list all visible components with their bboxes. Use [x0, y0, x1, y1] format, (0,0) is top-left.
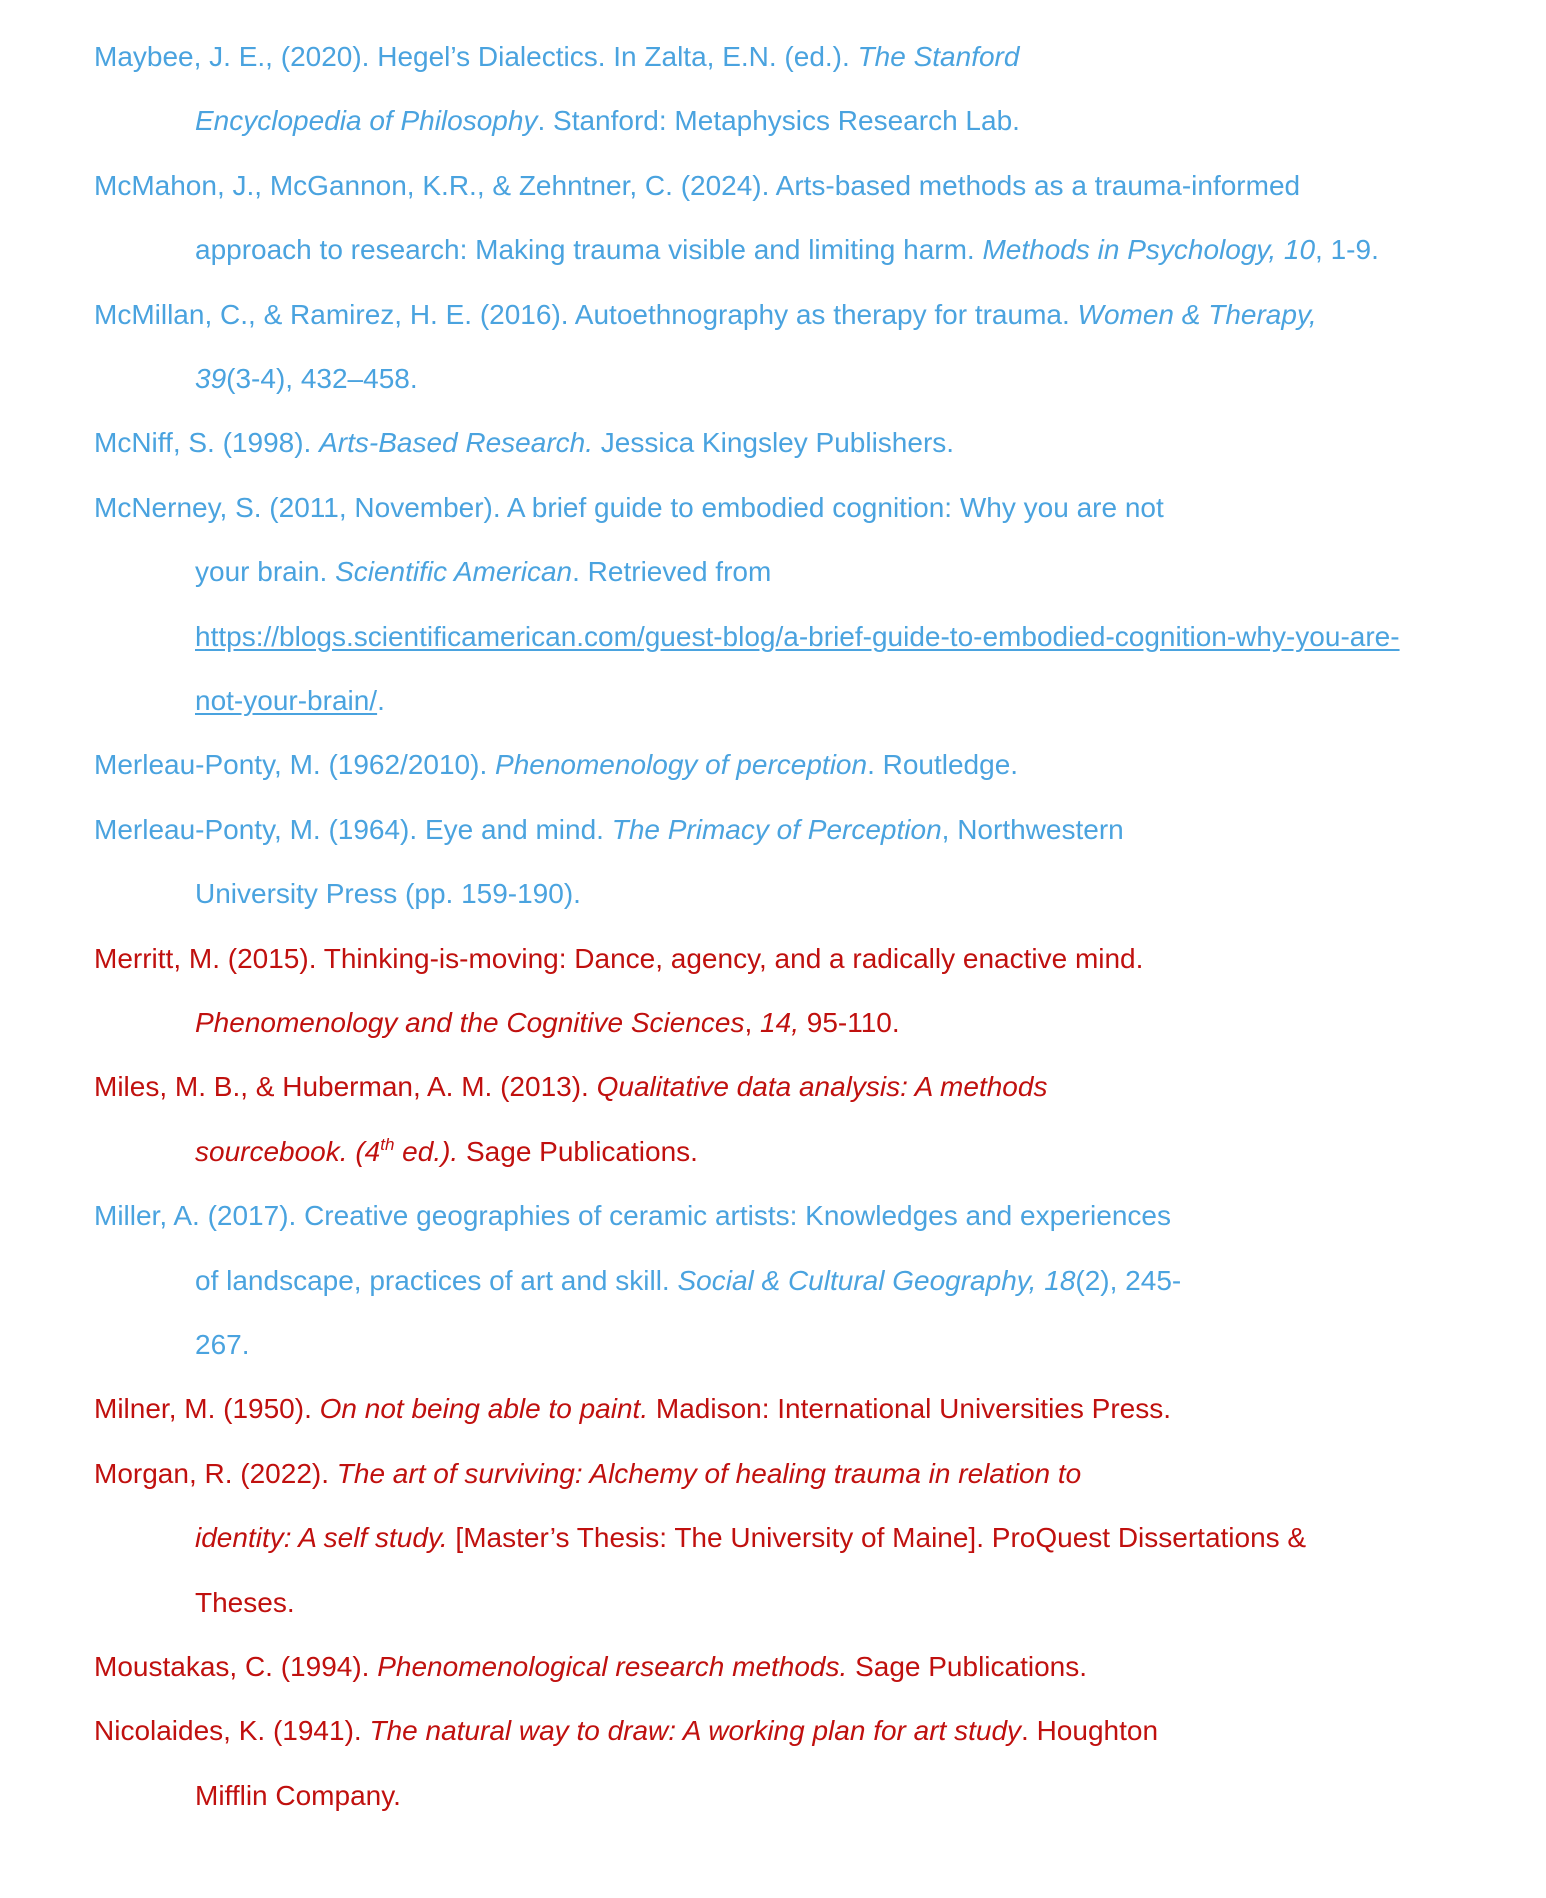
reference-text: Morgan, R. (2022). [94, 1458, 337, 1489]
italic-text: Phenomenology of perception [495, 749, 868, 780]
reference-text: McMahon, J., McGannon, K.R., & Zehntner, C. (2024). Arts-based methods as a trauma-informed [94, 170, 1301, 201]
reference-text: 267. [195, 1329, 250, 1360]
reference-entry-line [94, 1715, 1158, 1747]
reference-continuation-line [195, 363, 418, 395]
italic-text: identity: A self study. [195, 1522, 448, 1553]
reference-text: Miller, A. (2017). Creative geographies of ceramic artists: Knowledges and experiences [94, 1200, 1171, 1231]
italic-text: ed.). [394, 1136, 459, 1167]
italic-text: Encyclopedia of Philosophy [195, 105, 538, 136]
reference-text: Merleau-Ponty, M. (1964). Eye and mind. [94, 814, 612, 845]
reference-text: Madison: International Universities Press. [648, 1393, 1172, 1424]
reference-text: Merritt, M. (2015). Thinking-is-moving: Dance, agency, and a radically enactive mind. [94, 943, 1144, 974]
reference-continuation-line [195, 105, 1020, 137]
italic-text: Women & Therapy, [1077, 299, 1317, 330]
reference-continuation-line [195, 1265, 1181, 1297]
reference-text: Moustakas, C. (1994). [94, 1651, 378, 1682]
italic-text: Social & Cultural Geography, 18 [677, 1265, 1076, 1296]
italic-text: sourcebook. (4 [195, 1136, 381, 1167]
italic-text: The natural way to draw: A working plan for art study [369, 1715, 1022, 1746]
italic-text: 39 [195, 363, 227, 394]
reference-entry-line [94, 814, 1124, 846]
reference-continuation-line [195, 1007, 900, 1039]
reference-entry-line [94, 41, 1019, 73]
italic-text: Methods in Psychology, 10 [982, 234, 1316, 265]
reference-text: McNerney, S. (2011, November). A brief guide to embodied cognition: Why you are not [94, 492, 1164, 523]
reference-text: (2), 245- [1075, 1265, 1182, 1296]
reference-text: Maybee, J. E., (2020). Hegel’s Dialectics. In Zalta, E.N. (ed.). [94, 41, 858, 72]
italic-text: Scientific American [335, 556, 573, 587]
reference-continuation-line [195, 1136, 698, 1168]
reference-entry-line [94, 943, 1143, 975]
reference-text: , 1-9. [1315, 234, 1379, 265]
reference-text: (3-4), 432–458. [226, 363, 418, 394]
reference-entry-line [94, 492, 1164, 524]
reference-entry-line [94, 1393, 1171, 1425]
reference-text: Sage Publications. [458, 1136, 698, 1167]
reference-entry-line [94, 1200, 1171, 1232]
reference-continuation-line [195, 1329, 250, 1361]
reference-continuation-line [195, 1587, 295, 1619]
reference-text: , [744, 1007, 761, 1038]
reference-text: Mifflin Company. [195, 1780, 401, 1811]
italic-text: 14, [760, 1007, 799, 1038]
italic-text: The art of surviving: Alchemy of healing trauma in relation to [336, 1458, 1082, 1489]
italic-text: The Primacy of Perception [611, 814, 942, 845]
reference-text: McNiff, S. (1998). [94, 427, 320, 458]
reference-url-link[interactable]: https://blogs.scientificamerican.com/guest-blog/a-brief-guide-to-embodied-cognition-why-you-are- [195, 621, 1400, 652]
reference-text: Milner, M. (1950). [94, 1393, 320, 1424]
reference-text: Nicolaides, K. (1941). [94, 1715, 370, 1746]
reference-text: . Routledge. [867, 749, 1019, 780]
reference-continuation-line [195, 234, 1379, 266]
reference-text: University Press (pp. 159-190). [195, 878, 581, 909]
reference-continuation-line [195, 878, 581, 910]
reference-text: of landscape, practices of art and skill. [195, 1265, 678, 1296]
italic-text: Arts-Based Research. [319, 427, 593, 458]
reference-text: [Master’s Thesis: The University of Maine]. ProQuest Dissertations & [447, 1522, 1307, 1553]
reference-entry-line [94, 170, 1300, 202]
reference-text: Sage Publications. [847, 1651, 1088, 1682]
reference-text: . Stanford: Metaphysics Research Lab. [537, 105, 1020, 136]
italic-text: The Stanford [857, 41, 1020, 72]
reference-entry-line [94, 749, 1018, 781]
reference-entry-line [94, 1651, 1087, 1683]
reference-text: your brain. [195, 556, 336, 587]
reference-url-link[interactable]: not-your-brain/ [195, 685, 378, 716]
reference-continuation-line [195, 621, 1400, 653]
italic-text: Phenomenological research methods. [377, 1651, 848, 1682]
ordinal-superscript: th [380, 1135, 395, 1154]
italic-text: On not being able to paint. [319, 1393, 649, 1424]
reference-text: Merleau-Ponty, M. (1962/2010). [94, 749, 496, 780]
reference-text: . Retrieved from [572, 556, 772, 587]
reference-text: , Northwestern [941, 814, 1124, 845]
reference-text: Miles, M. B., & Huberman, A. M. (2013). [94, 1071, 597, 1102]
italic-text: Phenomenology and the Cognitive Sciences [195, 1007, 745, 1038]
reference-continuation-line [195, 685, 385, 717]
reference-text: McMillan, C., & Ramirez, H. E. (2016). Autoethnography as therapy for trauma. [94, 299, 1078, 330]
reference-text: . [377, 685, 385, 716]
reference-text: Jessica Kingsley Publishers. [593, 427, 955, 458]
reference-text: approach to research: Making trauma visible and limiting harm. [195, 234, 983, 265]
reference-entry-line [94, 299, 1317, 331]
reference-entry-line [94, 1071, 1047, 1103]
italic-text: Qualitative data analysis: A methods [596, 1071, 1048, 1102]
reference-continuation-line [195, 556, 771, 588]
reference-text: . Houghton [1021, 1715, 1159, 1746]
reference-text: Theses. [195, 1587, 295, 1618]
reference-continuation-line [195, 1522, 1306, 1554]
reference-entry-line [94, 427, 954, 459]
reference-continuation-line [195, 1780, 401, 1812]
reference-entry-line [94, 1458, 1081, 1490]
reference-text: 95-110. [798, 1007, 900, 1038]
